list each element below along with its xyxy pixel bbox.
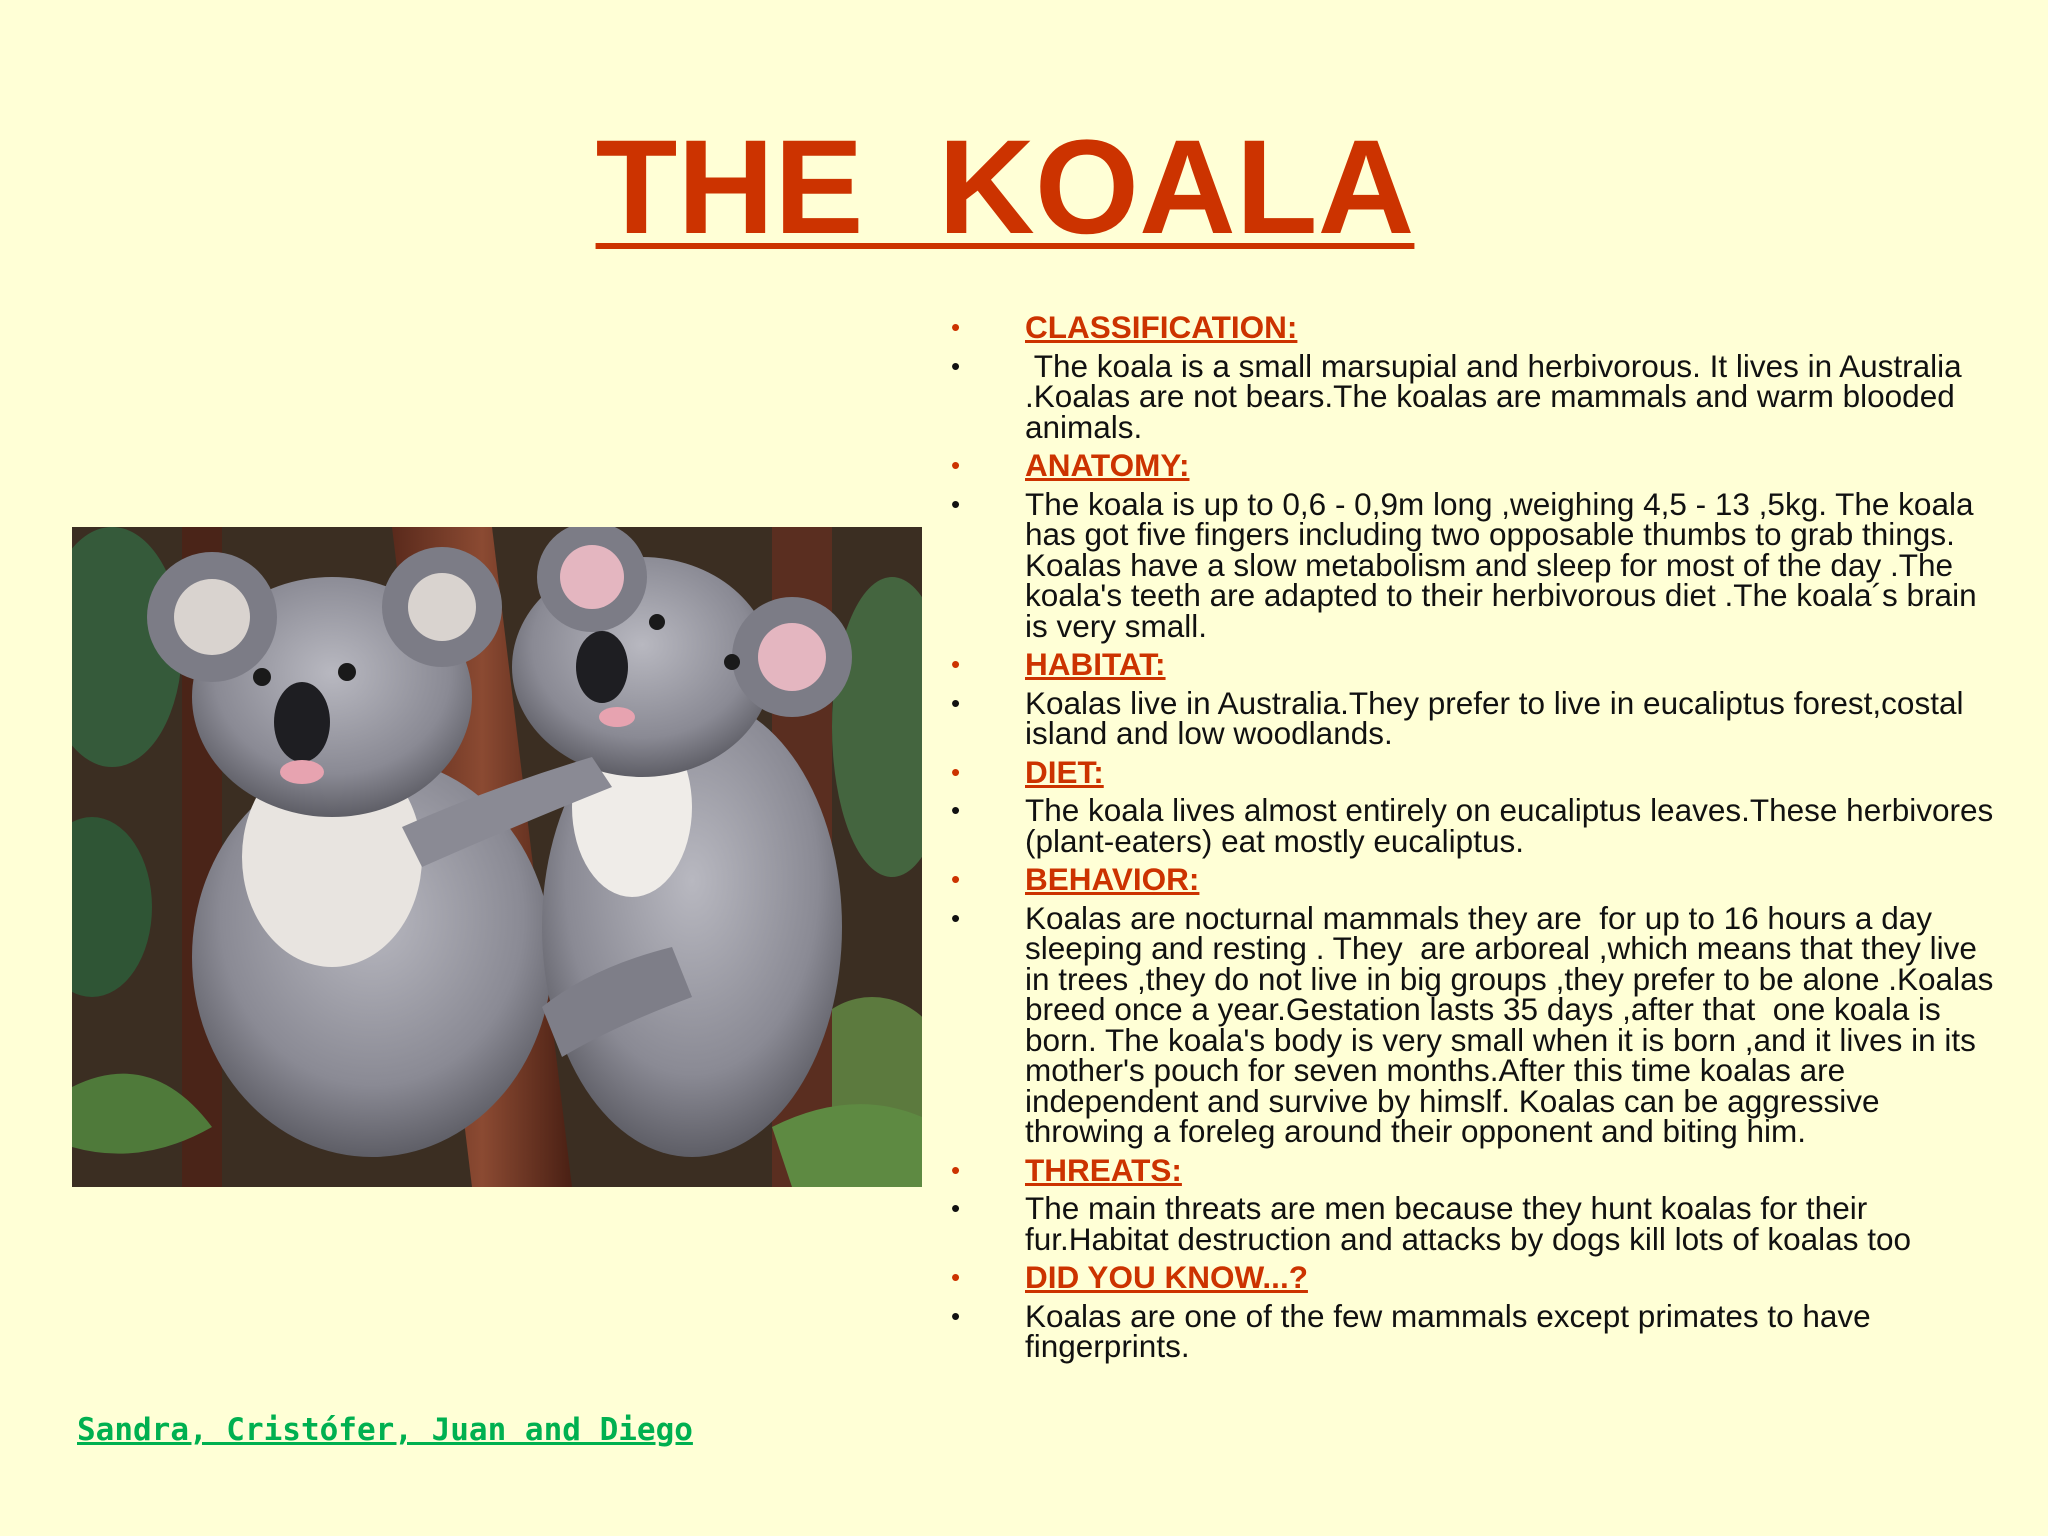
section-heading — [945, 1151, 2005, 1188]
section-body-text: Koalas are nocturnal mammals they are for up to 16 hours a day sleeping and resting . They are arboreal ,which means that they live in trees ,they do not live in big groups ,they prefer to be alone .Koalas breed once a year.Gestation lasts 35 days ,after that one koala is born. The koala's body is very small when it is born ,and it lives in its mother's pouch for seven months.After this time koalas are independent and survive by himslf. Koalas can be aggressive throwing a foreleg around their opponent and biting him. — [1025, 899, 2003, 1149]
section-text — [945, 485, 2005, 644]
bullet-icon: • — [951, 312, 961, 342]
section-heading — [945, 646, 2005, 682]
bullet-icon: • — [951, 902, 961, 933]
section-body-text: The koala lives almost entirely on eucaliptus leaves.These herbivores (plant-eaters) eat mostly eucaliptus. — [1025, 792, 2003, 859]
section-heading-text: BEHAVIOR: — [1025, 861, 1200, 897]
bullet-icon: • — [951, 1193, 961, 1223]
page-title: THE KOALA — [595, 113, 1415, 262]
section-body-text: Koalas live in Australia.They prefer to live in eucaliptus forest,costal island and low woodlands. — [1025, 684, 1973, 751]
authors-link[interactable]: Sandra, Cristófer, Juan and Diego — [77, 1412, 693, 1448]
section-body-text: The koala is a small marsupial and herbivorous. It lives in Australia .Koalas are not bears.The koalas are mammals and warm blooded animals. — [1025, 347, 1971, 445]
section-text — [945, 899, 2005, 1149]
bullet-icon: • — [951, 756, 961, 787]
section-body-text: The main threats are men because they hunt koalas for their fur.Habitat destruction and attacks by dogs kill lots of koalas too — [1025, 1190, 1911, 1257]
bullet-icon: • — [951, 1262, 961, 1292]
bullet-icon: • — [951, 350, 961, 381]
section-heading-text: ANATOMY: — [1025, 447, 1190, 483]
bullet-icon: • — [951, 1300, 961, 1331]
bullet-icon: • — [951, 687, 961, 718]
bullet-icon: • — [951, 450, 961, 480]
section-text — [945, 792, 2005, 859]
section-heading-text: DID YOU KNOW...? — [1025, 1259, 1308, 1295]
section-body-text: Koalas are one of the few mammals except primates to have fingerprints. — [1025, 1297, 1880, 1364]
section-text — [945, 347, 2005, 445]
koala-photo — [72, 527, 922, 1187]
bullet-icon: • — [951, 649, 961, 679]
bullet-icon: • — [951, 488, 961, 519]
section-heading-text: THREATS: — [1025, 1151, 1182, 1188]
section-heading — [945, 861, 2005, 897]
section-heading — [945, 447, 2005, 483]
section-text — [945, 1190, 2005, 1257]
section-text — [945, 1297, 2005, 1364]
section-heading-text: HABITAT: — [1025, 646, 1166, 682]
section-heading — [945, 753, 2005, 790]
section-text — [945, 684, 2005, 751]
bullet-icon: • — [951, 1154, 961, 1185]
section-heading-text: CLASSIFICATION: — [1025, 309, 1298, 345]
section-heading — [945, 1259, 2005, 1295]
bullet-icon: • — [951, 795, 961, 825]
section-body-text: The koala is up to 0,6 - 0,9m long ,weighing 4,5 - 13 ,5kg. The koala has got five fingers including two opposable thumbs to grab things. Koalas have a slow metabolism and sleep for most of the day .The koala's teeth are adapted to their herbivorous diet .The koala´s brain is very small. — [1025, 485, 1986, 644]
section-heading — [945, 309, 2005, 345]
fact-list — [945, 309, 2005, 1364]
bullet-icon: • — [951, 864, 961, 894]
section-heading-text: DIET: — [1025, 753, 1104, 790]
